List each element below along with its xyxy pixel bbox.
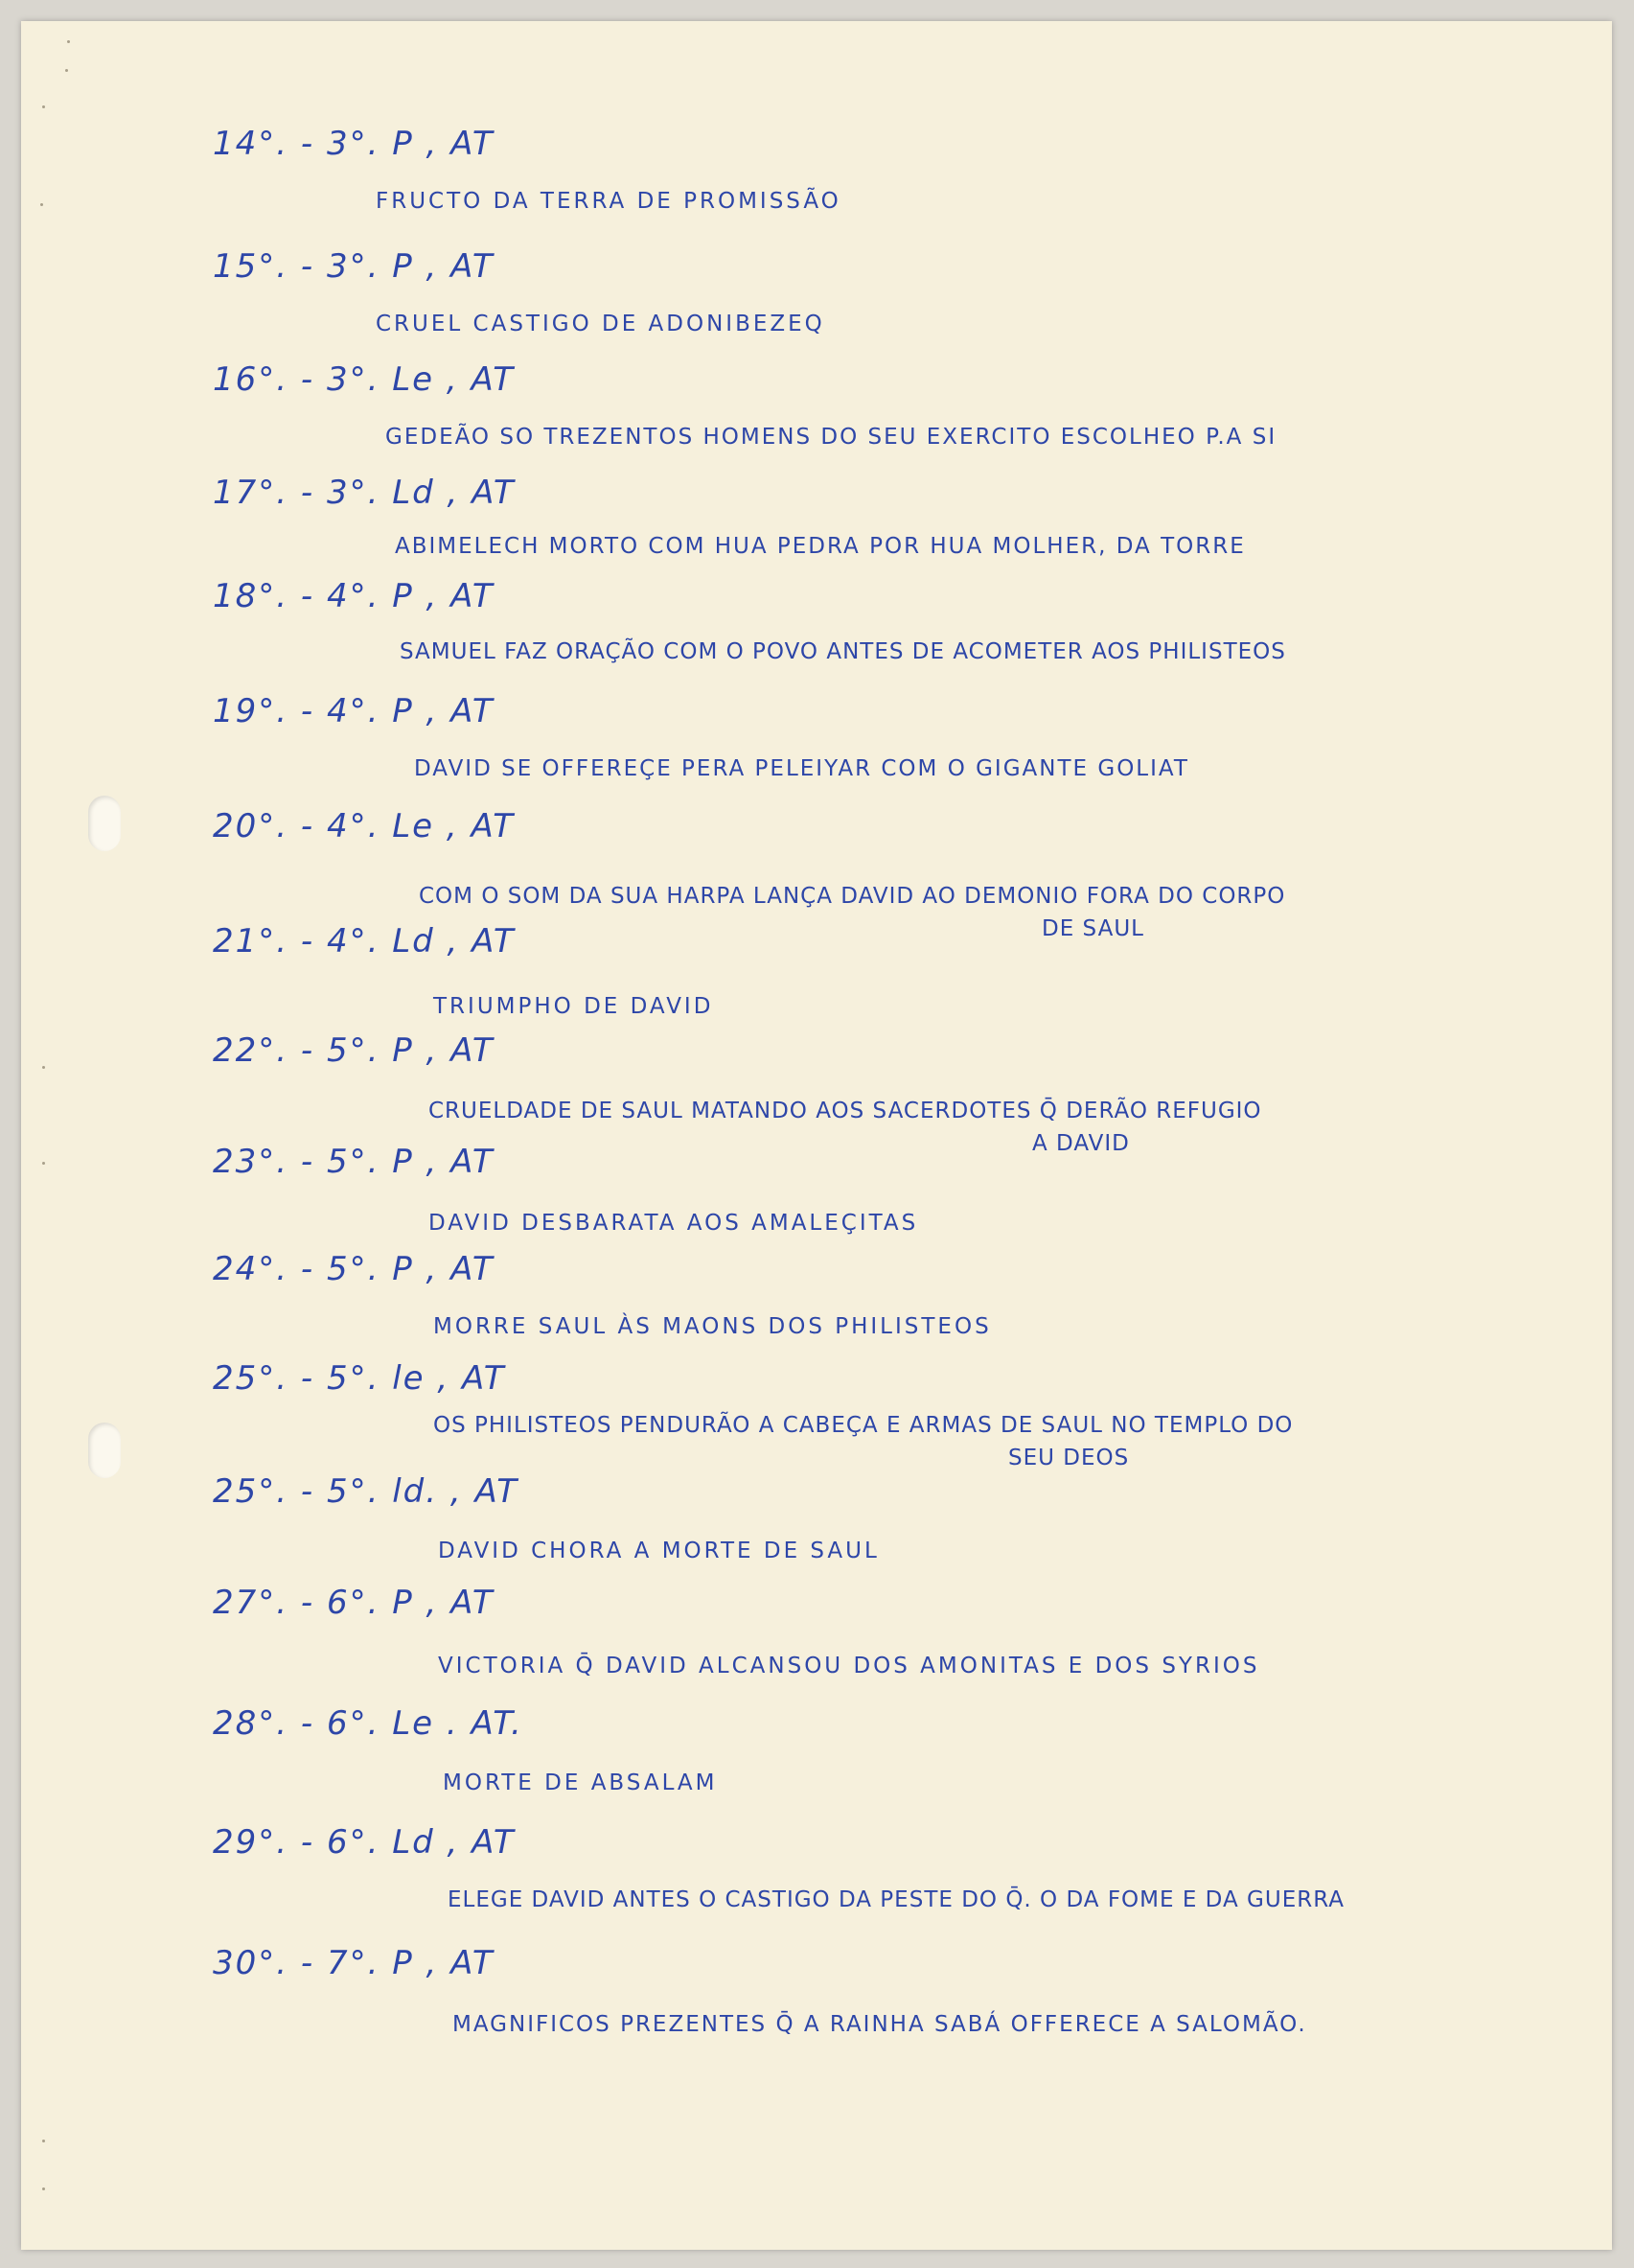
entry-heading: 21°. - 4°. Ld , AT <box>213 922 516 960</box>
entry-description <box>428 1095 1634 1160</box>
entry-description <box>452 2007 1634 2042</box>
entry-description-line: GEDEÃO SO TREZENTOS HOMENS DO SEU EXERCITO ESCOLHEO P.A SI <box>385 425 1277 450</box>
entry-description-line: ELEGE DAVID ANTES O CASTIGO DA PESTE DO Q̄. O DA FOME E DA GUERRA <box>448 1887 1345 1912</box>
margin-mark <box>42 1162 45 1165</box>
entry-description-line: CRUELDADE DE SAUL MATANDO AOS SACERDOTES Q̄ DERÃO REFUGIO <box>428 1099 1262 1123</box>
entry-description-line: DE SAUL <box>1042 916 1144 941</box>
entry-heading: 24°. - 5°. P , AT <box>213 1250 495 1288</box>
margin-mark <box>42 105 45 108</box>
entry-heading: 16°. - 3°. Le , AT <box>213 360 516 399</box>
binder-hole <box>88 796 121 851</box>
entry-description <box>414 752 1634 786</box>
margin-mark <box>42 2140 45 2142</box>
manuscript-page <box>21 21 1612 2250</box>
entry-description <box>400 635 1634 669</box>
entry-heading: 30°. - 7°. P , AT <box>213 1944 495 1982</box>
entry-heading: 28°. - 6°. Le . AT. <box>213 1704 523 1743</box>
entry-description <box>438 1649 1634 1683</box>
entry-heading: 25°. - 5°. le , AT <box>213 1359 506 1398</box>
entry-description <box>433 989 1634 1024</box>
margin-mark <box>42 2187 45 2190</box>
entry-description <box>376 307 1634 341</box>
entry-description-line: DAVID DESBARATA AOS AMALEÇITAS <box>428 1211 919 1236</box>
entry-description <box>433 1309 1634 1344</box>
entry-description-line: SEU DEOS <box>1008 1446 1130 1470</box>
entry-description <box>385 420 1634 454</box>
entry-heading: 17°. - 3°. Ld , AT <box>213 474 516 512</box>
entry-description-line: ABIMELECH MORTO COM HUA PEDRA POR HUA MOLHER, DA TORRE <box>395 534 1246 559</box>
entry-heading: 29°. - 6°. Ld , AT <box>213 1823 516 1862</box>
entry-description <box>448 1883 1634 1917</box>
entry-description-line: A DAVID <box>1032 1131 1130 1156</box>
entry-heading: 19°. - 4°. P , AT <box>213 692 495 730</box>
entry-heading: 23°. - 5°. P , AT <box>213 1143 495 1181</box>
entry-description-line: VICTORIA Q̄ DAVID ALCANSOU DOS AMONITAS E DOS SYRIOS <box>438 1654 1260 1678</box>
entry-description-line: OS PHILISTEOS PENDURÃO A CABEÇA E ARMAS DE SAUL NO TEMPLO DO <box>433 1413 1294 1438</box>
entry-description-line: SAMUEL FAZ ORAÇÃO COM O POVO ANTES DE ACOMETER AOS PHILISTEOS <box>400 639 1286 664</box>
entry-description-line: FRUCTO DA TERRA DE PROMISSÃO <box>376 189 841 214</box>
entry-description-line: TRIUMPHO DE DAVID <box>433 994 714 1019</box>
entry-heading: 20°. - 4°. Le , AT <box>213 807 516 845</box>
entry-heading: 25°. - 5°. ld. , AT <box>213 1472 519 1511</box>
entry-heading: 14°. - 3°. P , AT <box>213 125 495 163</box>
entry-description <box>419 880 1634 945</box>
margin-mark <box>42 1066 45 1069</box>
entry-heading: 22°. - 5°. P , AT <box>213 1031 495 1070</box>
entry-heading: 15°. - 3°. P , AT <box>213 247 495 286</box>
margin-mark <box>40 203 43 206</box>
margin-mark <box>65 69 68 72</box>
entry-description-line: MAGNIFICOS PREZENTES Q̄ A RAINHA SABÁ OFFERECE A SALOMÃO. <box>452 2012 1307 2037</box>
entry-description-line: CRUEL CASTIGO DE ADONIBEZEQ <box>376 312 825 336</box>
entry-heading: 27°. - 6°. P , AT <box>213 1584 495 1622</box>
margin-mark <box>67 40 70 43</box>
entry-heading: 18°. - 4°. P , AT <box>213 577 495 615</box>
entry-description-line: MORTE DE ABSALAM <box>443 1770 718 1795</box>
entry-description <box>443 1766 1634 1800</box>
entry-description-line: DAVID SE OFFEREÇE PERA PELEIYAR COM O GIGANTE GOLIAT <box>414 756 1189 781</box>
entry-description <box>376 184 1634 219</box>
entry-description <box>428 1206 1634 1240</box>
entry-description <box>395 529 1634 564</box>
entry-description <box>433 1409 1634 1474</box>
entry-description <box>438 1534 1634 1568</box>
entry-description-line: MORRE SAUL ÀS MAONS DOS PHILISTEOS <box>433 1314 992 1339</box>
binder-hole <box>88 1423 121 1478</box>
entry-description-line: DAVID CHORA A MORTE DE SAUL <box>438 1539 880 1563</box>
entry-description-line: COM O SOM DA SUA HARPA LANÇA DAVID AO DEMONIO FORA DO CORPO <box>419 884 1286 909</box>
